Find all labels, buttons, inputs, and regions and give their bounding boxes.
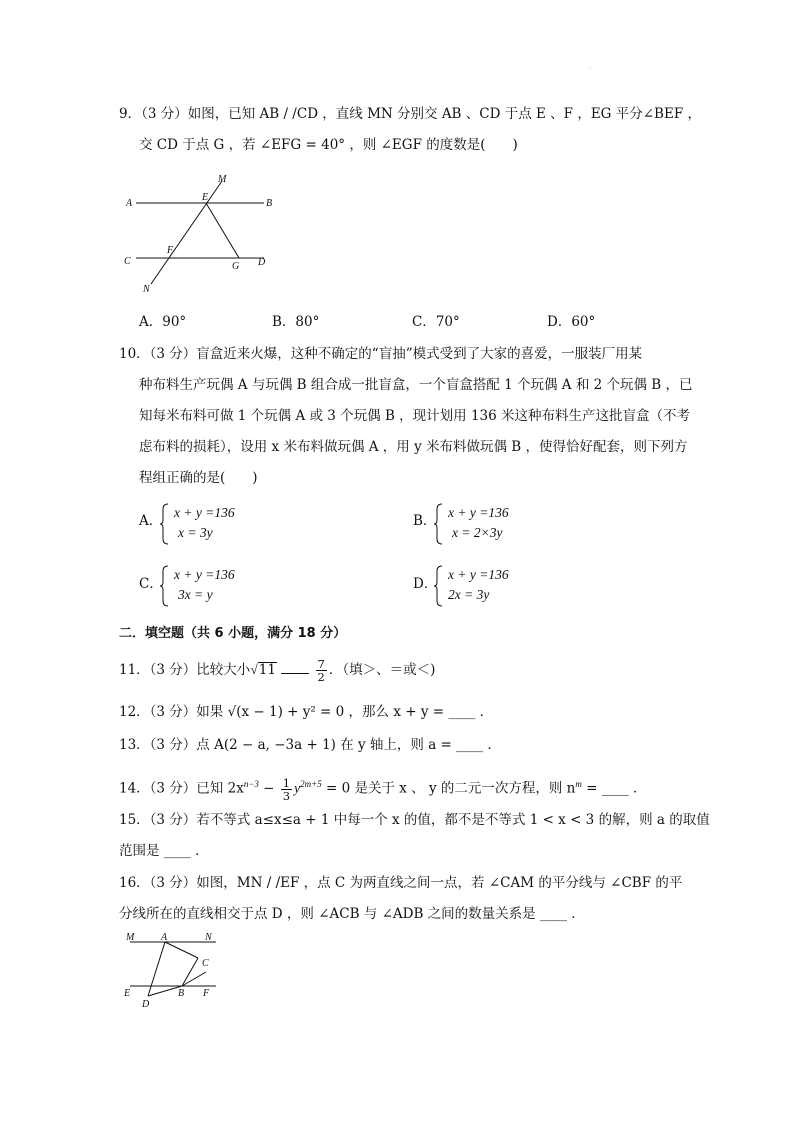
q10-option-a-eq1: x + y =136 bbox=[174, 505, 235, 520]
section-title: 二．填空题（共 6 小题，满分 18 分） bbox=[119, 626, 347, 641]
q9-line1: 9．（3 分）如图，已知 AB / /CD ，直线 MN 分别交 AB 、CD 于点 E 、F ，EG 平分∠BEF ， bbox=[119, 106, 701, 122]
q9-label-E: E bbox=[202, 192, 209, 203]
q10-line3: 知每米布料可做 1 个玩偶 A 或 3 个玩偶 B ，现计划用 136 米这种布料生产这批盲盒（不考 bbox=[139, 408, 691, 424]
q10-option-d-label: D． bbox=[413, 576, 438, 592]
q14-exp1: n−3 bbox=[243, 779, 259, 789]
q15-line2: 范围是 ____ ． bbox=[119, 843, 209, 859]
q16-label-D: D bbox=[142, 999, 150, 1010]
q14-denominator: 3 bbox=[282, 788, 291, 803]
q10-line5: 程组正确的是( ) bbox=[139, 470, 258, 486]
q10-option-a-label: A． bbox=[139, 513, 163, 529]
q14-y: y bbox=[294, 780, 301, 796]
q11-numerator: 7 bbox=[317, 657, 325, 671]
q16-line2: 分线所在的直线相交于点 D ，则 ∠ACB 与 ∠ADB 之间的数量关系是 ____ ． bbox=[119, 906, 585, 922]
q9-label-A: A bbox=[126, 198, 133, 209]
q10-option-d-eq2: 2x = 3y bbox=[448, 587, 490, 602]
q9-option-c: C．70° bbox=[412, 314, 460, 330]
q9-label-N: N bbox=[143, 284, 150, 295]
q11-prefix: 11．（3 分）比较大小 bbox=[119, 662, 251, 678]
q9-label-M: M bbox=[218, 174, 227, 185]
q14-exp2: 2m+5 bbox=[300, 779, 322, 789]
q14-line bbox=[119, 773, 647, 802]
q11-line: 11．（3 分）比较大小√11 $\frac{7}{2}$ ．（填＞、＝或＜) bbox=[119, 657, 436, 684]
q14-tail: = ____ ． bbox=[581, 780, 647, 797]
q14-prefix: 14．（3 分）已知 2x bbox=[119, 780, 244, 797]
q14-exp3: m bbox=[575, 779, 582, 789]
q9-line2: 交 CD 于点 G ，若 ∠EFG = 40° ，则 ∠EGF 的度数是( ) bbox=[139, 137, 518, 153]
q9-figure bbox=[118, 170, 288, 295]
q10-line1: 10．（3 分）盲盒近来火爆，这种不确定的“盲抽”模式受到了大家的喜爱，一服装厂用某 bbox=[119, 346, 643, 362]
q9-label-D: D bbox=[258, 257, 266, 268]
page-mark: · bbox=[589, 66, 591, 73]
q10-line4: 虑布料的损耗），设用 x 米布料做玩偶 A ，用 y 米布料做玩偶 B ，使得恰好配套，则下列方 bbox=[139, 439, 688, 455]
q15-line1: 15．（3 分）若不等式 a≤x≤a + 1 中每一个 x 的值，都不是不等式 1 < x < 3 的解，则 a 的取值 bbox=[119, 812, 710, 828]
q10-option-c-label: C． bbox=[139, 576, 163, 592]
q13-line: 13．（3 分）点 A(2 − a, −3a + 1) 在 y 轴上，则 a = ____ ． bbox=[119, 737, 501, 753]
q10-option-b-eq2: x = 2×3y bbox=[452, 525, 503, 540]
q9-option-b: B．80° bbox=[272, 314, 320, 330]
q16-label-B: B bbox=[178, 988, 185, 999]
q16-figure bbox=[118, 928, 228, 1010]
q16-line1: 16．（3 分）如图，MN / /EF ，点 C 为两直线之间一点，若 ∠CAM 的平分线与 ∠CBF 的平 bbox=[119, 875, 683, 891]
q9-label-G: G bbox=[232, 261, 240, 272]
q10-option-a-eq2: x = 3y bbox=[178, 525, 213, 540]
q16-label-M: M bbox=[126, 932, 135, 943]
q10-option-b-eq1: x + y =136 bbox=[448, 505, 509, 520]
q11-radicand: 11 bbox=[258, 662, 276, 678]
q12-line: 12．（3 分）如果 √(x − 1) + y² = 0 ，那么 x + y = ____ ． bbox=[119, 704, 494, 720]
q16-label-A: A bbox=[161, 932, 168, 943]
q9-label-F: F bbox=[167, 245, 174, 256]
q16-label-E: E bbox=[124, 988, 131, 999]
q14-suffix: = 0 是关于 x 、 y 的二元一次方程，则 n bbox=[321, 780, 576, 797]
q10-option-d-eq1: x + y =136 bbox=[448, 567, 509, 582]
q9-label-B: B bbox=[266, 198, 273, 209]
q9-label-C: C bbox=[124, 256, 131, 267]
q16-label-C: C bbox=[202, 958, 209, 969]
q9-option-a: A．90° bbox=[139, 314, 187, 330]
q10-line2: 种布料生产玩偶 A 与玩偶 B 组合成一批盲盒，一个盲盒搭配 1 个玩偶 A 和 2 个玩偶 B ，已 bbox=[139, 377, 693, 393]
q16-label-N: N bbox=[205, 932, 212, 943]
q16-label-F: F bbox=[203, 988, 210, 999]
q14-mid: − bbox=[258, 780, 279, 797]
q11-blank bbox=[281, 661, 309, 674]
q11-suffix: ．（填＞、＝或＜) bbox=[328, 662, 436, 678]
q10-option-b-label: B． bbox=[413, 513, 437, 529]
q9-option-d: D．60° bbox=[547, 314, 596, 330]
q11-denominator: 2 bbox=[317, 670, 325, 684]
q14-numerator: 1 bbox=[282, 775, 291, 790]
q10-option-c-eq1: x + y =136 bbox=[174, 567, 235, 582]
q10-option-c-eq2: 3x = y bbox=[178, 587, 213, 602]
